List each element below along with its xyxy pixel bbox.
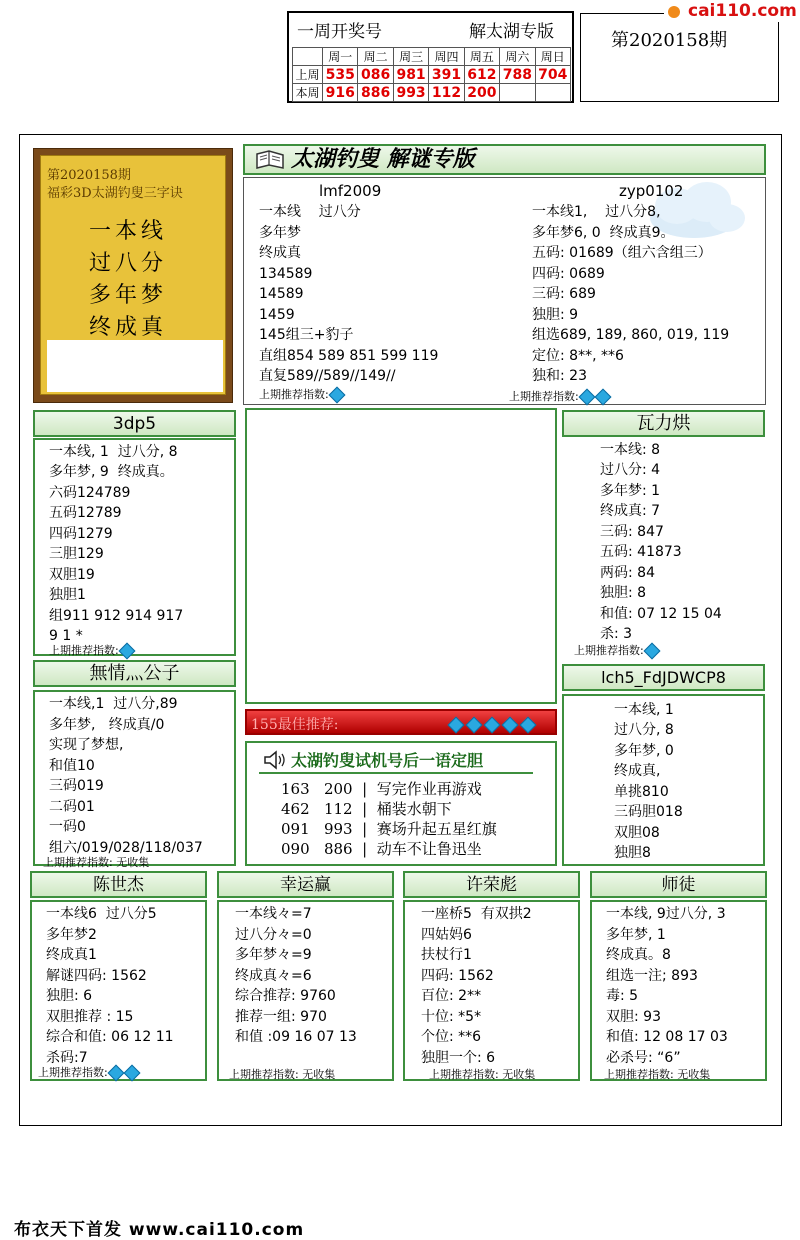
banner-title: 太湖钓叟 解谜专版 (291, 146, 475, 172)
chen-line: 多年梦2 (46, 927, 97, 943)
panel-3dp5 (33, 438, 236, 656)
lch5-line: 三码胆018 (614, 804, 683, 820)
center-blank-panel (245, 408, 557, 704)
p3dp5-line: 五码12789 (49, 505, 122, 521)
table-row: 462 112 | 桶装水朝下 (281, 800, 452, 818)
panel-xing (217, 900, 394, 1081)
zyp-line: 定位: 8**, **6 (532, 348, 624, 364)
draw-table (292, 47, 571, 102)
banner-title-bar (243, 144, 766, 175)
xing-line: 和值 :09 16 07 13 (235, 1029, 357, 1045)
diamond-icon (107, 1065, 124, 1082)
diamond-icon (123, 1065, 140, 1082)
wuqing-line: 和值10 (49, 758, 95, 774)
draw-number: 704 (535, 66, 570, 84)
draw-number: 535 (323, 66, 358, 84)
table-row (293, 66, 571, 84)
test-text: 赛场升起五星红旗 (376, 820, 497, 838)
lmf-line: 直组854 589 851 599 119 (259, 348, 439, 364)
lmf-rating (259, 386, 345, 402)
lch5-line: 独胆8 (614, 845, 651, 861)
panel-title-walihong: 瓦力烘 (562, 410, 765, 437)
chen-line: 综合和值: 06 12 11 (46, 1029, 174, 1045)
chen-line: 终成真1 (46, 947, 97, 963)
diamond-icon (448, 717, 465, 734)
draw-number: 200 (464, 84, 499, 102)
lch5-line: 双胆08 (614, 825, 660, 841)
test-a: 462 (281, 800, 310, 818)
panel-wuqing (33, 690, 236, 869)
diamond-icon (520, 717, 537, 734)
panel-lch5 (562, 694, 765, 866)
walihong-line: 杀: 3 (600, 626, 633, 642)
draw-number: 981 (393, 66, 428, 84)
shi-line: 双胆: 93 (606, 1009, 661, 1025)
panel-title-xing: 幸运赢 (217, 871, 394, 898)
p3dp5-line: 六码124789 (49, 485, 131, 501)
diamond-icon (502, 717, 519, 734)
chen-line: 一本线6 过八分5 (46, 906, 157, 922)
test-a: 090 (281, 840, 310, 858)
wuqing-line: 实现了梦想, (49, 737, 124, 753)
issue-number: 第2020158期 (611, 30, 728, 51)
speaker-icon (263, 750, 287, 770)
xu-line: 百位: 2** (421, 988, 482, 1004)
row-label: 本周 (293, 84, 323, 102)
best-recommend-label: 155最佳推荐: (251, 717, 339, 733)
zyp-name: zyp0102 (619, 182, 684, 200)
rating-label: 上期推荐指数: (509, 390, 579, 403)
rating-label: 上期推荐指数: (574, 644, 644, 657)
lch5-line: 过八分, 8 (614, 722, 674, 738)
panel-title-xu: 许荣彪 (403, 871, 580, 898)
row-label: 上周 (293, 66, 323, 84)
table-row (293, 84, 571, 102)
shi-line: 毒: 5 (606, 988, 639, 1004)
xing-line: 一本线々=7 (235, 906, 312, 922)
test-text: 写完作业再游戏 (376, 780, 482, 798)
xing-line: 多年梦々=9 (235, 947, 312, 963)
test-b: 886 (323, 840, 353, 858)
poster-issue: 第2020158期 (47, 168, 131, 183)
panel-title-shi: 师徒 (590, 871, 767, 898)
poster (33, 148, 233, 403)
p3dp5-line: 四码1279 (49, 526, 113, 542)
draw-number: 086 (358, 66, 393, 84)
walihong-line: 两码: 84 (600, 565, 655, 581)
diamond-icon (484, 717, 501, 734)
table-row: 163 200 | 写完作业再游戏 (281, 780, 482, 798)
p3dp5-line: 9 1 * (49, 628, 83, 644)
xing-line: 综合推荐: 9760 (235, 988, 336, 1004)
shi-line: 一本线, 9过八分, 3 (606, 906, 726, 922)
xu-line: 扶杖行1 (421, 947, 472, 963)
panel-title-lch5: lch5_FdJDWCP8 (562, 664, 765, 691)
p3dp5-line: 组911 912 914 917 (49, 608, 184, 624)
zyp-line: 三码: 689 (532, 286, 596, 302)
walihong-line: 终成真: 7 (600, 503, 661, 519)
shi-rating: 上期推荐指数: 无收集 (604, 1068, 711, 1081)
book-icon (255, 148, 285, 172)
logo-dot-icon (668, 6, 680, 18)
panel-title-chen: 陈世杰 (30, 871, 207, 898)
table-row: 091 993 | 赛场升起五星红旗 (281, 820, 497, 838)
test-title: 太湖钓叟试机号后一语定胆 (291, 751, 484, 770)
week-results-panel (287, 11, 574, 103)
wuqing-line: 一码0 (49, 819, 86, 835)
wuqing-rating: 上期推荐指数: 无收集 (43, 856, 150, 869)
logo-text: cai110.com (688, 1, 797, 21)
walihong-line: 多年梦: 1 (600, 483, 661, 499)
shi-line: 和值: 12 08 17 03 (606, 1029, 728, 1045)
best-recommend-bar (245, 709, 557, 735)
lmf-line: 134589 (259, 266, 313, 282)
walihong-line: 过八分: 4 (600, 462, 661, 478)
week-title: 一周开奖号 (297, 22, 382, 42)
xu-line: 十位: *5* (421, 1009, 482, 1025)
wuqing-line: 组六/019/028/118/037 (49, 840, 203, 856)
zyp-line: 一本线1, 过八分8, (532, 204, 661, 220)
test-text: 桶装水朝下 (376, 800, 452, 818)
xing-line: 过八分々=0 (235, 927, 312, 943)
wuqing-line: 三码019 (49, 778, 104, 794)
lch5-line: 一本线, 1 (614, 702, 674, 718)
lmf-name: lmf2009 (319, 182, 382, 200)
diamond-icon (466, 717, 483, 734)
zyp-line: 独和: 23 (532, 368, 587, 384)
zyp-line: 四码: 0689 (532, 266, 605, 282)
zyp-rating (509, 388, 611, 404)
lch5-line: 终成真, (614, 763, 661, 779)
lmf-line: 多年梦 (259, 225, 301, 241)
walihong-line: 三码: 847 (600, 524, 664, 540)
wuqing-line: 多年梦, 终成真/0 (49, 717, 165, 733)
xing-line: 终成真々=6 (235, 968, 312, 984)
walihong-line: 一本线: 8 (600, 442, 661, 458)
lmf-line: 14589 (259, 286, 304, 302)
rating-label: 上期推荐指数: (259, 388, 329, 401)
day-7: 周日 (535, 48, 570, 66)
p3dp5-rating (49, 642, 135, 658)
poster-line-3: 多年梦 (89, 283, 168, 308)
day-6: 周六 (500, 48, 535, 66)
xu-rating: 上期推荐指数: 无收集 (429, 1068, 536, 1081)
test-b: 112 (323, 800, 353, 818)
panel-walihong (562, 438, 765, 656)
poster-subtitle: 福彩3D太湖钓叟三字诀 (47, 186, 183, 201)
issue-box (580, 13, 779, 102)
rating-label: 上期推荐指数: (49, 644, 119, 657)
best-diamonds (447, 717, 537, 733)
table-header-row (293, 48, 571, 66)
day-4: 周四 (429, 48, 464, 66)
zyp-line: 组选689, 189, 860, 019, 119 (532, 327, 730, 343)
wuqing-line: 一本线,1 过八分,89 (49, 696, 178, 712)
site-logo (664, 0, 800, 22)
lch5-line: 单挑810 (614, 784, 669, 800)
day-2: 周二 (358, 48, 393, 66)
diamond-icon (643, 643, 660, 660)
rating-label: 上期推荐指数: (38, 1066, 108, 1079)
lmf-line: 直复589//589//149// (259, 368, 396, 384)
walihong-line: 独胆: 8 (600, 585, 647, 601)
day-3: 周三 (393, 48, 428, 66)
lch5-line: 多年梦, 0 (614, 743, 674, 759)
draw-number: 916 (323, 84, 358, 102)
draw-number: 788 (500, 66, 535, 84)
poster-blank (47, 340, 223, 392)
p3dp5-line: 三胆129 (49, 546, 104, 562)
panel-chen (30, 900, 207, 1081)
walihong-rating (574, 642, 660, 658)
xu-line: 独胆一个: 6 (421, 1050, 496, 1066)
table-row: 090 886 | 动车不让鲁迅坐 (281, 840, 482, 858)
walihong-line: 和值: 07 12 15 04 (600, 606, 722, 622)
footer-text: 布衣天下首发 www.cai110.com (14, 1220, 305, 1240)
diamond-icon (328, 387, 345, 404)
xu-line: 四码: 1562 (421, 968, 494, 984)
lmf-line: 1459 (259, 307, 295, 323)
xu-line: 个位: **6 (421, 1029, 482, 1045)
zyp-line: 独胆: 9 (532, 307, 579, 323)
lmf-line: 一本线 过八分 (259, 204, 361, 220)
chen-line: 独胆: 6 (46, 988, 93, 1004)
chen-line: 双胆推荐 : 15 (46, 1009, 134, 1025)
chen-line: 解谜四码: 1562 (46, 968, 147, 984)
draw-number: 886 (358, 84, 393, 102)
p3dp5-line: 多年梦, 9 终成真。 (49, 464, 174, 480)
test-title-underline (259, 772, 533, 774)
draw-number: 391 (429, 66, 464, 84)
draw-number: 112 (429, 84, 464, 102)
shi-line: 终成真。8 (606, 947, 671, 963)
shi-line: 组选一注; 893 (606, 968, 698, 984)
chen-line: 杀码:7 (46, 1050, 88, 1066)
diamond-icon (118, 643, 135, 660)
p3dp5-line: 双胆19 (49, 567, 95, 583)
xing-rating: 上期推荐指数: 无收集 (229, 1068, 336, 1081)
shi-line: 必杀号: “6” (606, 1050, 681, 1066)
shi-line: 多年梦, 1 (606, 927, 666, 943)
p3dp5-line: 一本线, 1 过八分, 8 (49, 444, 178, 460)
test-number-panel (245, 741, 557, 866)
diamond-icon (578, 389, 595, 406)
edition-title: 解太湖专版 (469, 22, 554, 42)
diamond-icon (594, 389, 611, 406)
panel-shi (590, 900, 767, 1081)
draw-number (535, 84, 570, 102)
poster-line-4: 终成真 (89, 315, 168, 340)
test-a: 091 (281, 820, 310, 838)
draw-number: 612 (464, 66, 499, 84)
lmf-zyp-panel (243, 177, 766, 405)
poster-line-2: 过八分 (89, 251, 168, 276)
panel-title-3dp5: 3dp5 (33, 410, 236, 437)
poster-inner (40, 155, 226, 395)
day-5: 周五 (464, 48, 499, 66)
xu-line: 一座桥5 有双拱2 (421, 906, 532, 922)
p3dp5-line: 独胆1 (49, 587, 86, 603)
wuqing-line: 二码01 (49, 799, 95, 815)
test-text: 动车不让鲁迅坐 (376, 840, 482, 858)
xu-line: 四姑妈6 (421, 927, 472, 943)
walihong-line: 五码: 41873 (600, 544, 682, 560)
lmf-line: 终成真 (259, 245, 301, 261)
zyp-line: 五码: 01689（组六含组三） (532, 245, 712, 261)
test-a: 163 (281, 780, 310, 798)
poster-line-1: 一本线 (89, 219, 168, 244)
draw-number (500, 84, 535, 102)
test-b: 200 (323, 780, 353, 798)
lmf-line: 145组三+豹子 (259, 327, 354, 343)
day-1: 周一 (323, 48, 358, 66)
panel-xu (403, 900, 580, 1081)
zyp-line: 多年梦6, 0 终成真9。 (532, 225, 675, 241)
xing-line: 推荐一组: 970 (235, 1009, 327, 1025)
draw-number: 993 (393, 84, 428, 102)
test-b: 993 (323, 820, 353, 838)
chen-rating (38, 1064, 140, 1080)
panel-title-wuqing: 無情灬公子 (33, 660, 236, 687)
